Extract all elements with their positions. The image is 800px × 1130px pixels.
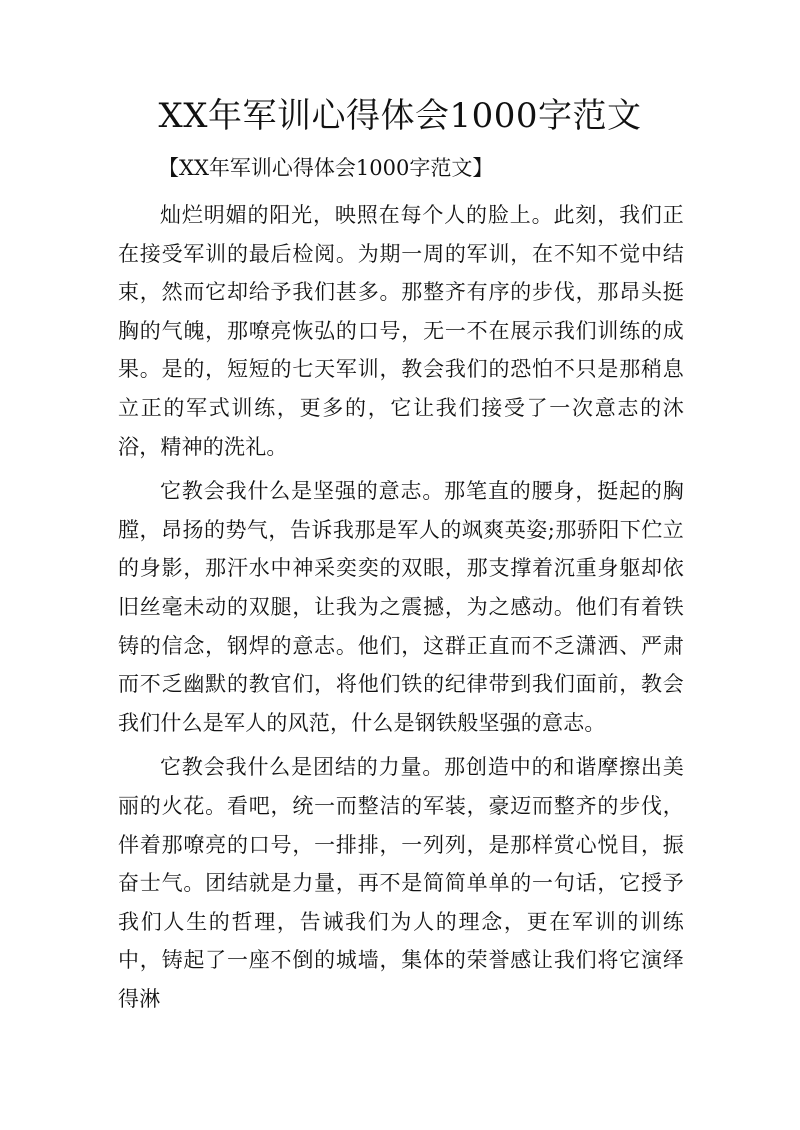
body-paragraph: 它教会我什么是团结的力量。那创造中的和谐摩擦出美丽的火花。看吧，统一而整洁的军装，豪迈而整齐的步伐，伴着那嘹亮的口号，一排排，一列列，是那样赏心悦目，振奋士气。团结就是力量，再不是简简单单的一句话，它授予我们人生的哲理，告诫我们为人的理念，更在军训的训练中，铸起了一座不倒的城墙，集体的荣誉感让我们将它演绎得淋 <box>118 755 684 1011</box>
body-paragraph: 它教会我什么是坚强的意志。那笔直的腰身，挺起的胸膛，昂扬的势气，告诉我那是军人的飒爽英姿;那骄阳下伫立的身影，那汗水中神采奕奕的双眼，那支撑着沉重身躯却依旧丝毫未动的双腿，让我为之震撼，为之感动。他们有着铁铸的信念，钢焊的意志。他们，这群正直而不乏潇洒、严肃而不乏幽默的教官们，将他们铁的纪律带到我们面前，教会我们什么是军人的风范，什么是钢铁般坚强的意志。 <box>118 479 684 735</box>
document-title: XX年军训心得体会1000字范文 <box>158 96 642 136</box>
document-body <box>118 196 684 1024</box>
body-paragraph: 灿烂明媚的阳光，映照在每个人的脸上。此刻，我们正在接受军训的最后检阅。为期一周的军训，在不知不觉中结束，然而它却给予我们甚多。那整齐有序的步伐，那昂头挺胸的气魄，那嘹亮恢弘的口号，无一不在展示我们训练的成果。是的，短短的七天军训，教会我们的恐怕不只是那稍息立正的军式训练，更多的，它让我们接受了一次意志的沐浴，精神的洗礼。 <box>118 203 684 459</box>
document-subtitle: 【XX年军训心得体会1000字范文】 <box>158 156 494 180</box>
